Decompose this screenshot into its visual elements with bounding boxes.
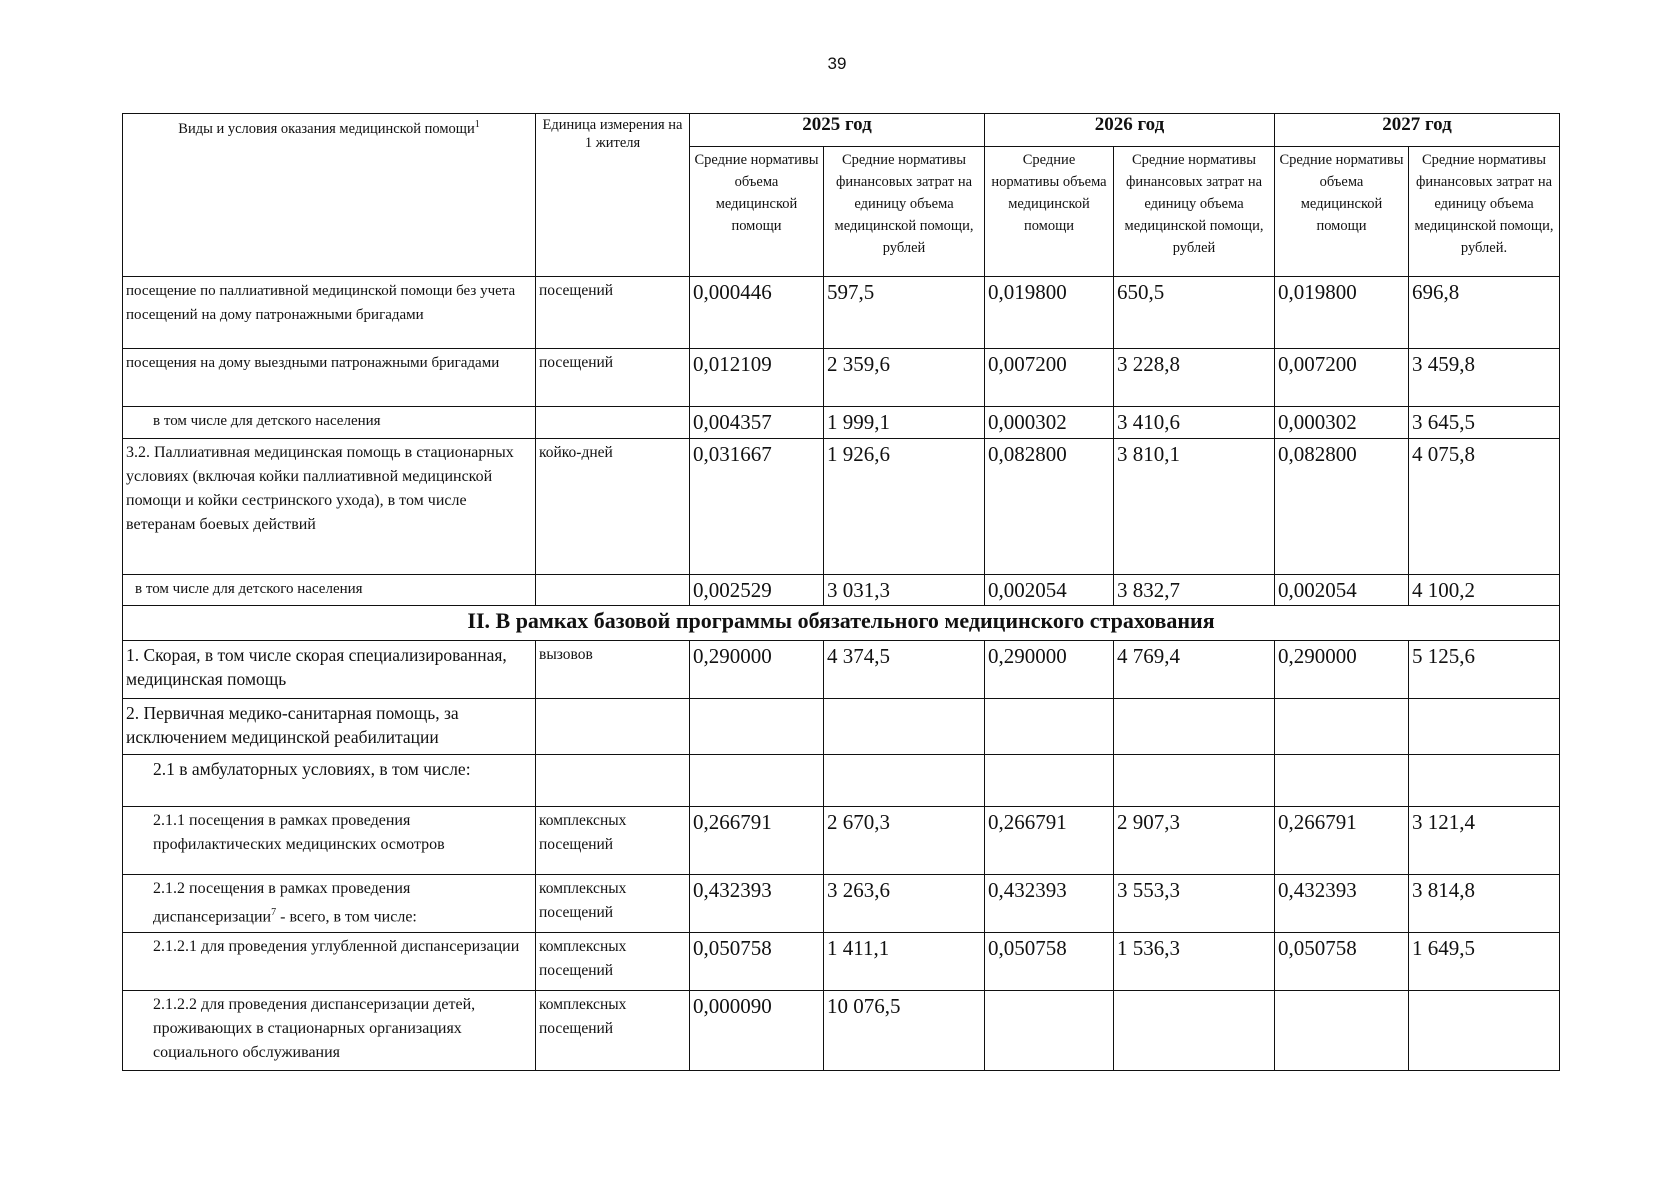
- value-cost-2027: 3 121,4: [1409, 807, 1560, 875]
- table-row: [123, 875, 1560, 933]
- value-volume-2027: [1275, 755, 1409, 807]
- row-unit: [536, 755, 690, 807]
- column-header-care-type: Виды и условия оказания медицинской помощи$^1$: [123, 114, 536, 277]
- value-cost-2026: [1114, 699, 1275, 755]
- value-volume-2025: 0,004357: [690, 407, 824, 439]
- value-volume-2026: 0,050758: [985, 933, 1114, 991]
- value-volume-2025: 0,000446: [690, 277, 824, 349]
- value-volume-2025: 0,002529: [690, 575, 824, 606]
- row-unit: комплексных посещений: [536, 991, 690, 1071]
- value-cost-2027: 1 649,5: [1409, 933, 1560, 991]
- value-cost-2025: 1 411,1: [824, 933, 985, 991]
- value-cost-2026: 3 832,7: [1114, 575, 1275, 606]
- value-cost-2026: 3 228,8: [1114, 349, 1275, 407]
- value-volume-2027: 0,007200: [1275, 349, 1409, 407]
- value-cost-2026: [1114, 991, 1275, 1071]
- table-row: [123, 349, 1560, 407]
- value-volume-2027: 0,266791: [1275, 807, 1409, 875]
- value-cost-2027: 3 645,5: [1409, 407, 1560, 439]
- value-volume-2025: 0,432393: [690, 875, 824, 933]
- value-volume-2025: 0,031667: [690, 439, 824, 575]
- value-cost-2027: 3 459,8: [1409, 349, 1560, 407]
- row-unit: койко-дней: [536, 439, 690, 575]
- table-row: [123, 277, 1560, 349]
- value-cost-2027: 3 814,8: [1409, 875, 1560, 933]
- table-row: [123, 755, 1560, 807]
- value-cost-2027: 4 075,8: [1409, 439, 1560, 575]
- value-volume-2025: 0,012109: [690, 349, 824, 407]
- table-row: [123, 807, 1560, 875]
- table-row: [123, 439, 1560, 575]
- value-volume-2025: 0,290000: [690, 641, 824, 699]
- value-cost-2026: 650,5: [1114, 277, 1275, 349]
- row-unit: [536, 575, 690, 606]
- year-header-2027: 2027 год: [1275, 114, 1560, 147]
- value-cost-2025: 4 374,5: [824, 641, 985, 699]
- row-unit: комплексных посещений: [536, 933, 690, 991]
- value-volume-2026: 0,290000: [985, 641, 1114, 699]
- value-volume-2027: 0,050758: [1275, 933, 1409, 991]
- value-volume-2027: [1275, 699, 1409, 755]
- value-volume-2025: [690, 699, 824, 755]
- value-cost-2027: [1409, 991, 1560, 1071]
- value-cost-2025: 2 359,6: [824, 349, 985, 407]
- value-cost-2026: 3 553,3: [1114, 875, 1275, 933]
- value-cost-2027: 5 125,6: [1409, 641, 1560, 699]
- row-label: 2.1.2.1 для проведения углубленной диспансеризации: [123, 933, 536, 991]
- value-cost-2027: [1409, 699, 1560, 755]
- page-number: 39: [827, 54, 847, 73]
- row-label: в том числе для детского населения: [123, 407, 536, 439]
- row-label: 2. Первичная медико-санитарная помощь, за исключением медицинской реабилитации: [123, 699, 536, 755]
- section-title: II. В рамках базовой программы обязательного медицинского страхования: [123, 606, 1560, 641]
- value-volume-2027: [1275, 991, 1409, 1071]
- row-unit: комплексных посещений: [536, 875, 690, 933]
- value-cost-2025: [824, 699, 985, 755]
- value-cost-2027: 4 100,2: [1409, 575, 1560, 606]
- value-cost-2025: 3 031,3: [824, 575, 985, 606]
- row-label: 2.1.2 посещения в рамках проведения диспансеризации$^7$ - всего, в том числе:: [123, 875, 536, 933]
- table-row: [123, 407, 1560, 439]
- value-volume-2026: [985, 991, 1114, 1071]
- subheader-cost-2025: Средние нормативы финансовых затрат на единицу объема медицинской помощи, рублей: [824, 147, 985, 277]
- value-cost-2025: 10 076,5: [824, 991, 985, 1071]
- row-unit: вызовов: [536, 641, 690, 699]
- row-unit: [536, 699, 690, 755]
- value-volume-2026: 0,432393: [985, 875, 1114, 933]
- table-row: [123, 641, 1560, 699]
- value-cost-2025: 2 670,3: [824, 807, 985, 875]
- value-volume-2027: 0,290000: [1275, 641, 1409, 699]
- value-volume-2027: 0,002054: [1275, 575, 1409, 606]
- value-volume-2026: 0,082800: [985, 439, 1114, 575]
- value-cost-2027: 696,8: [1409, 277, 1560, 349]
- value-volume-2026: 0,002054: [985, 575, 1114, 606]
- value-volume-2026: [985, 755, 1114, 807]
- value-cost-2026: [1114, 755, 1275, 807]
- value-cost-2026: 3 410,6: [1114, 407, 1275, 439]
- row-label: 2.1 в амбулаторных условиях, в том числе:: [123, 755, 536, 807]
- row-label: в том числе для детского населения: [123, 575, 536, 606]
- medical-care-norms-table: [122, 113, 1560, 1071]
- subheader-cost-2026: Средние нормативы финансовых затрат на единицу объема медицинской помощи, рублей: [1114, 147, 1275, 277]
- value-cost-2025: [824, 755, 985, 807]
- table-row: [123, 575, 1560, 606]
- value-volume-2025: 0,000090: [690, 991, 824, 1071]
- value-cost-2025: 3 263,6: [824, 875, 985, 933]
- value-volume-2025: [690, 755, 824, 807]
- value-volume-2027: 0,082800: [1275, 439, 1409, 575]
- subheader-volume-2026: Средние нормативы объема медицинской помощи: [985, 147, 1114, 277]
- row-label: 2.1.2.2 для проведения диспансеризации детей, проживающих в стационарных организациях социального обслуживания: [123, 991, 536, 1071]
- value-volume-2026: 0,007200: [985, 349, 1114, 407]
- subheader-cost-2027: Средние нормативы финансовых затрат на единицу объема медицинской помощи, рублей.: [1409, 147, 1560, 277]
- value-volume-2025: 0,050758: [690, 933, 824, 991]
- table-row: [123, 991, 1560, 1071]
- section-row: [123, 606, 1560, 641]
- row-unit: [536, 407, 690, 439]
- value-cost-2026: 2 907,3: [1114, 807, 1275, 875]
- row-label: 3.2. Паллиативная медицинская помощь в стационарных условиях (включая койки паллиативной медицинской помощи и койки сестринского ухода), в том числе ветеранам боевых действий: [123, 439, 536, 575]
- value-volume-2027: 0,019800: [1275, 277, 1409, 349]
- row-unit: комплексных посещений: [536, 807, 690, 875]
- year-header-2025: 2025 год: [690, 114, 985, 147]
- value-volume-2026: 0,000302: [985, 407, 1114, 439]
- value-volume-2026: [985, 699, 1114, 755]
- value-cost-2025: 1 926,6: [824, 439, 985, 575]
- column-header-unit: Единица измерения на 1 жителя: [536, 114, 690, 277]
- value-volume-2027: 0,000302: [1275, 407, 1409, 439]
- value-volume-2026: 0,266791: [985, 807, 1114, 875]
- value-cost-2026: 4 769,4: [1114, 641, 1275, 699]
- value-cost-2026: 3 810,1: [1114, 439, 1275, 575]
- row-label: 1. Скорая, в том числе скорая специализированная, медицинская помощь: [123, 641, 536, 699]
- value-cost-2026: 1 536,3: [1114, 933, 1275, 991]
- value-cost-2027: [1409, 755, 1560, 807]
- row-label: посещение по паллиативной медицинской помощи без учета посещений на дому патронажными бригадами: [123, 277, 536, 349]
- table-row: [123, 933, 1560, 991]
- subheader-volume-2027: Средние нормативы объема медицинской помощи: [1275, 147, 1409, 277]
- value-volume-2026: 0,019800: [985, 277, 1114, 349]
- row-unit: посещений: [536, 349, 690, 407]
- value-cost-2025: 1 999,1: [824, 407, 985, 439]
- value-volume-2025: 0,266791: [690, 807, 824, 875]
- row-unit: посещений: [536, 277, 690, 349]
- subheader-volume-2025: Средние нормативы объема медицинской помощи: [690, 147, 824, 277]
- row-label: посещения на дому выездными патронажными бригадами: [123, 349, 536, 407]
- row-label: 2.1.1 посещения в рамках проведения профилактических медицинских осмотров: [123, 807, 536, 875]
- value-cost-2025: 597,5: [824, 277, 985, 349]
- table-row: [123, 699, 1560, 755]
- value-volume-2027: 0,432393: [1275, 875, 1409, 933]
- year-header-2026: 2026 год: [985, 114, 1275, 147]
